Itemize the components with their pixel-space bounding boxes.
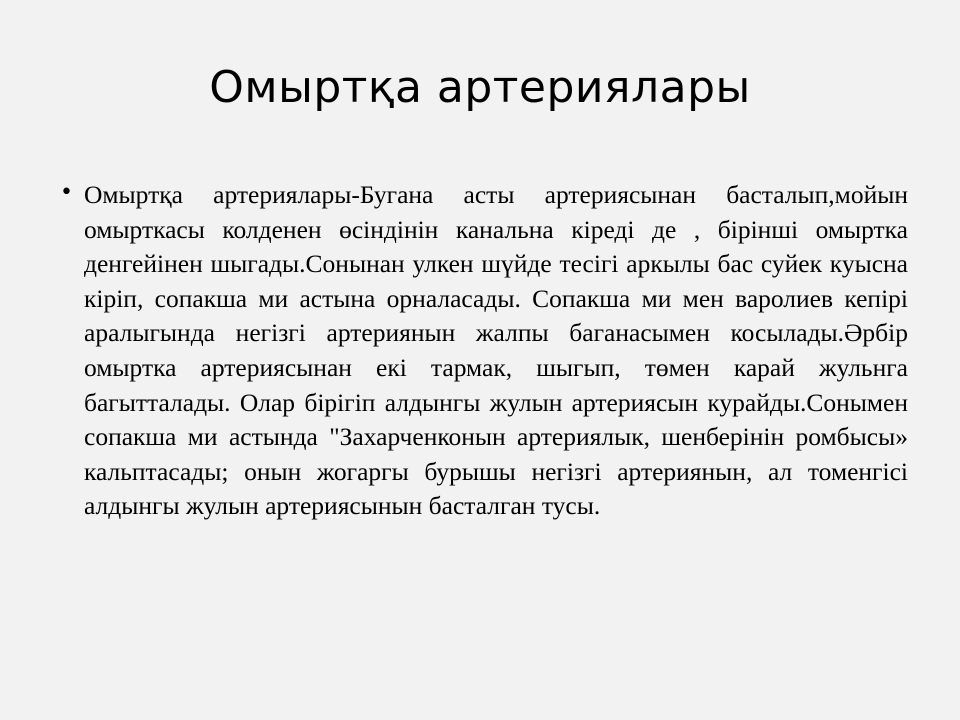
- slide-title: Омыртқа артериялары: [209, 62, 751, 113]
- bullet-icon: •: [60, 180, 73, 205]
- slide-content: [60, 178, 908, 524]
- bullet-item: [60, 178, 908, 524]
- bullet-text: Омыртқа артериялары-Бугана асты артериясынан басталып,мойын омырткасы колденен өсіндінін канальна кіреді де , бірінші омыртка денгейінен шыгады.Сонынан улкен шүйде тесігі аркылы бас суйек куысна кіріп, сопакша ми астына орналасады. Сопакша ми мен варолиев кепірі аралыгында негізгі артериянын жалпы баганасымен косылады.Әрбір омыртка артериясынан екі тармак, шыгып, төмен карай жульнга багытталады. Олар бірігіп алдынгы жулын артериясын курайды.Сонымен сопакша ми астында "Захарченконын артериялык, шенберінін ромбысы» кальптасады; онын жогаргы бурышы негізгі артериянын, ал томенгісі алдынгы жулын артериясынын басталган тусы.: [84, 180, 908, 521]
